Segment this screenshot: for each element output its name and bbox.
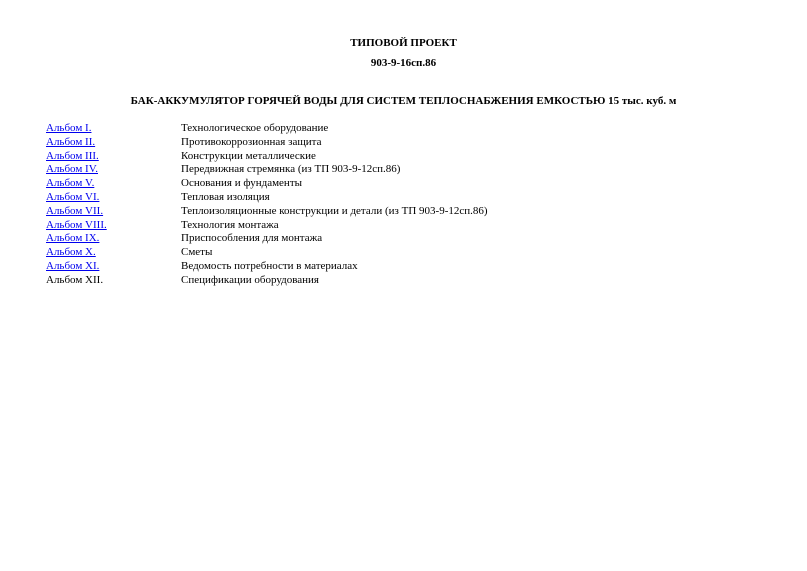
- album-title: Противокоррозионная защита: [181, 135, 322, 148]
- album-row: [46, 136, 746, 150]
- album-row: [46, 232, 746, 246]
- album-row: [46, 122, 746, 136]
- album-row: [46, 260, 746, 274]
- album-link-3[interactable]: Альбом III.: [46, 149, 99, 162]
- album-link-4[interactable]: Альбом IV.: [46, 163, 98, 176]
- album-row: [46, 150, 746, 164]
- album-title: Технологическое оборудование: [181, 122, 329, 134]
- album-title: Тепловая изоляция: [181, 190, 270, 203]
- album-row: [46, 246, 746, 260]
- album-title: Технология монтажа: [181, 218, 279, 231]
- album-link-7[interactable]: Альбом VII.: [46, 204, 104, 217]
- album-row: [46, 177, 746, 191]
- album-title: Основания и фундаменты: [181, 177, 303, 190]
- album-row: [46, 191, 746, 205]
- album-row: [46, 274, 746, 288]
- album-title: Приспособления для монтажа: [181, 232, 323, 245]
- album-link-5[interactable]: Альбом V.: [46, 177, 95, 190]
- album-title: Сметы: [181, 246, 213, 259]
- album-link-10[interactable]: Альбом X.: [46, 246, 96, 259]
- album-link-11[interactable]: Альбом XI.: [46, 259, 100, 272]
- album-row: [46, 205, 746, 219]
- album-list: [46, 122, 746, 288]
- album-link-8[interactable]: Альбом VIII.: [46, 218, 107, 231]
- album-row: [46, 163, 746, 177]
- album-title: Спецификации оборудования: [181, 273, 319, 286]
- album-title: Теплоизоляционные конструкции и детали (из ТП 903-9-12сп.86): [181, 204, 488, 217]
- album-link-2[interactable]: Альбом II.: [46, 135, 96, 148]
- album-title: Ведомость потребности в материалах: [181, 259, 358, 272]
- project-type-heading: ТИПОВОЙ ПРОЕКТ: [350, 37, 457, 49]
- album-row: [46, 219, 746, 233]
- album-link-1[interactable]: Альбом I.: [46, 122, 92, 134]
- album-label-12: Альбом XII.: [46, 273, 104, 286]
- album-title: Конструкции металлические: [181, 149, 316, 162]
- album-title: Передвижная стремянка (из ТП 903-9-12сп.86): [181, 163, 401, 176]
- album-link-6[interactable]: Альбом VI.: [46, 190, 100, 203]
- project-number-heading: 903-9-16сп.86: [370, 57, 437, 69]
- album-link-9[interactable]: Альбом IX.: [46, 232, 100, 245]
- project-title-heading: БАК-АККУМУЛЯТОР ГОРЯЧЕЙ ВОДЫ ДЛЯ СИСТЕМ ТЕПЛОСНАБЖЕНИЯ ЕМКОСТЬЮ 15 тыс. куб. м: [130, 95, 677, 107]
